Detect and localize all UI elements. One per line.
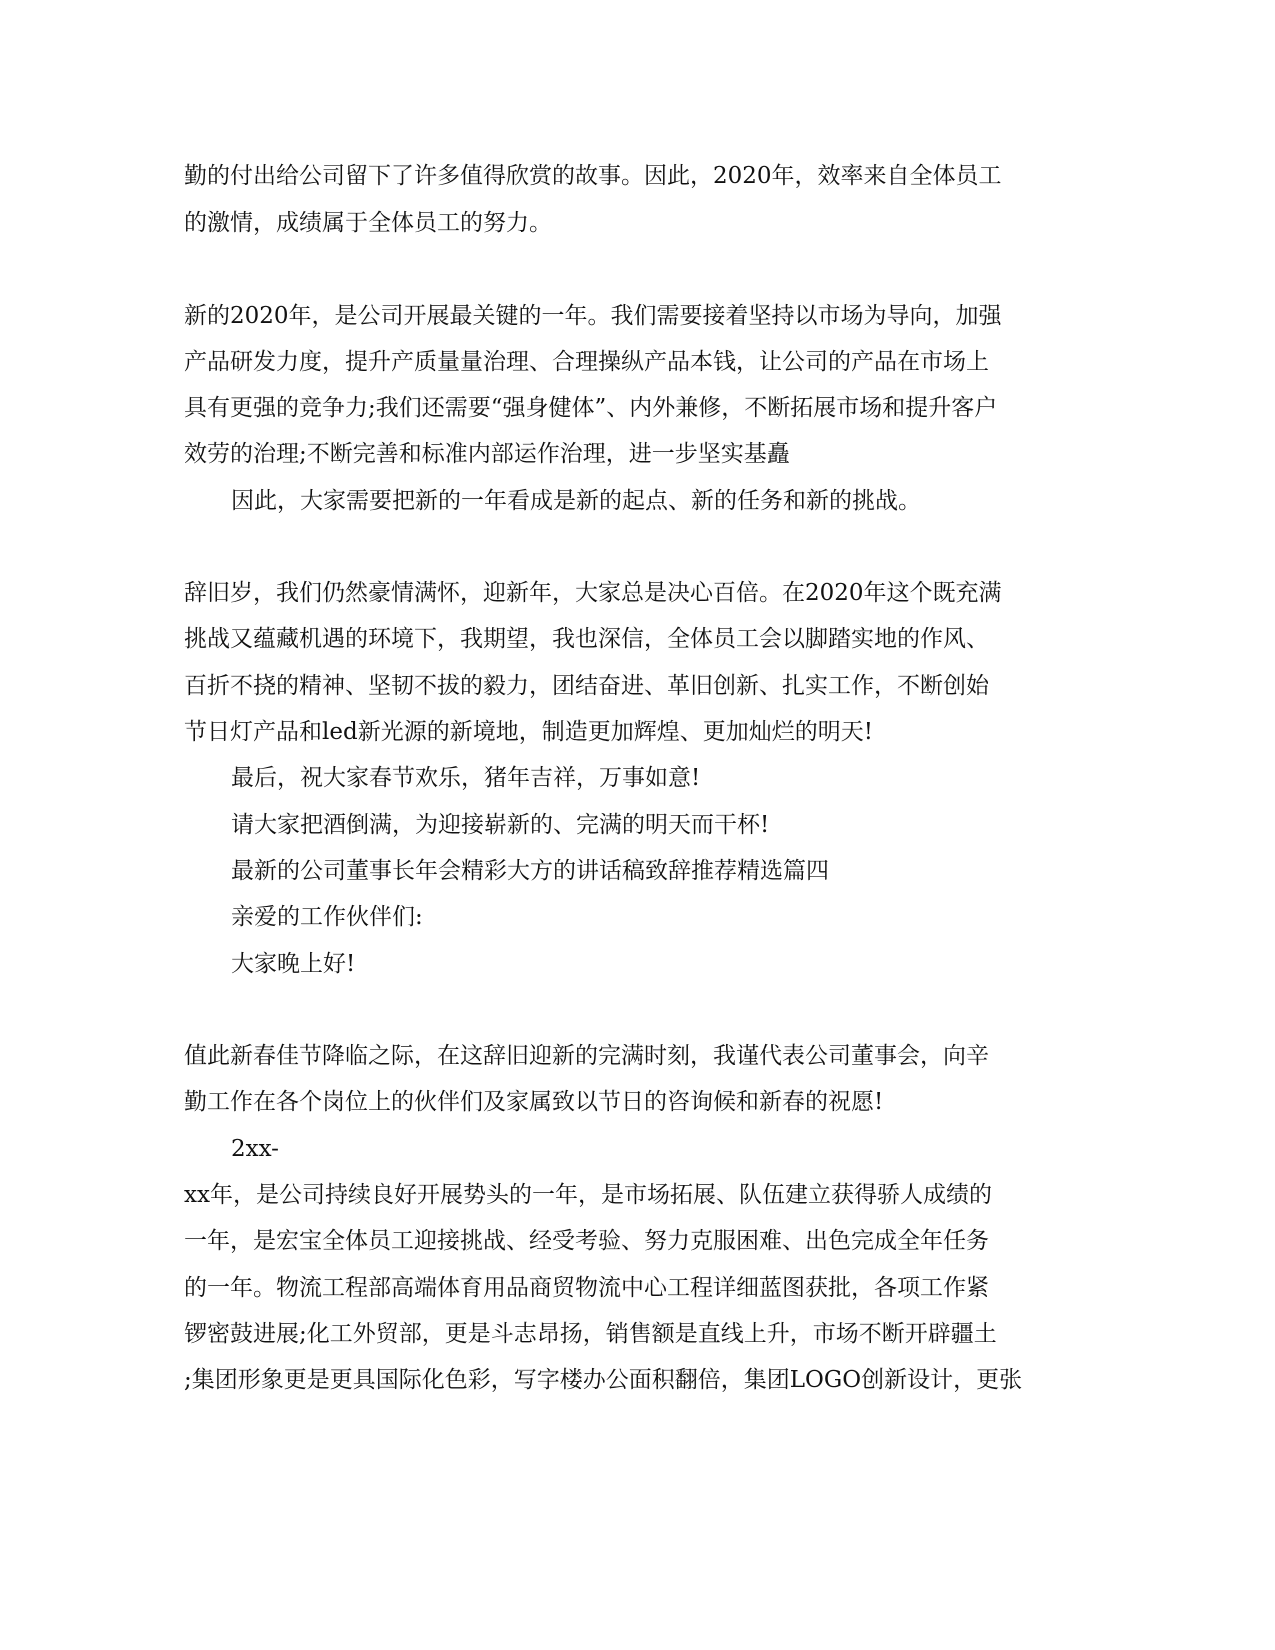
paragraph-line: 最后，祝大家春节欢乐，猪年吉祥，万事如意! [231,765,701,791]
paragraph-line: 具有更强的竞争力;我们还需要“强身健体”、内外兼修，不断拓展市场和提升客户 [184,395,998,421]
paragraph-line: 节日灯产品和led新光源的新境地，制造更加辉煌、更加灿烂的明天! [184,719,873,745]
paragraph-line: 的激情，成绩属于全体员工的努力。 [184,210,552,236]
salutation-line: 亲爱的工作伙伴们: [231,904,423,930]
paragraph-line: ;集团形象更是更具国际化色彩，写字楼办公面积翻倍，集团LOGO创新设计，更张 [184,1367,1023,1393]
paragraph-line: 值此新春佳节降临之际，在这辞旧迎新的完满时刻，我谨代表公司董事会，向辛 [184,1043,989,1069]
paragraph-line: 因此，大家需要把新的一年看成是新的起点、新的任务和新的挑战。 [231,488,921,514]
paragraph-line: 锣密鼓进展;化工外贸部，更是斗志昂扬，销售额是直线上升，市场不断开辟疆土 [184,1321,997,1347]
paragraph-line: 新的2020年，是公司开展最关键的一年。我们需要接着坚持以市场为导向，加强 [184,303,1002,329]
greeting-line: 大家晚上好! [231,951,356,977]
paragraph-line: 请大家把酒倒满，为迎接崭新的、完满的明天而干杯! [231,812,770,838]
paragraph-line: 2xx- [231,1136,279,1162]
paragraph-line: xx年，是公司持续良好开展势头的一年，是市场拓展、队伍建立获得骄人成绩的 [184,1182,992,1208]
paragraph-line: 效劳的治理;不断完善和标准内部运作治理，进一步坚实基矗 [184,441,790,467]
paragraph-line: 一年，是宏宝全体员工迎接挑战、经受考验、努力克服困难、出色完成全年任务 [184,1228,989,1254]
heading-line: 最新的公司董事长年会精彩大方的讲话稿致辞推荐精选篇四 [231,858,829,884]
paragraph-line: 辞旧岁，我们仍然豪情满怀，迎新年，大家总是决心百倍。在2020年这个既充满 [184,580,1002,606]
paragraph-line: 百折不挠的精神、坚韧不拔的毅力，团结奋进、革旧创新、扎实工作，不断创始 [184,673,989,699]
paragraph-line: 挑战又蕴藏机遇的环境下，我期望，我也深信，全体员工会以脚踏实地的作风、 [184,626,989,652]
paragraph-line: 产品研发力度，提升产质量量治理、合理操纵产品本钱，让公司的产品在市场上 [184,349,989,375]
paragraph-line: 的一年。物流工程部高端体育用品商贸物流中心工程详细蓝图获批，各项工作紧 [184,1275,989,1301]
paragraph-line: 勤工作在各个岗位上的伙伴们及家属致以节日的咨询候和新春的祝愿! [184,1089,884,1115]
paragraph-line: 勤的付出给公司留下了许多值得欣赏的故事。因此，2020年，效率来自全体员工 [184,163,1002,189]
